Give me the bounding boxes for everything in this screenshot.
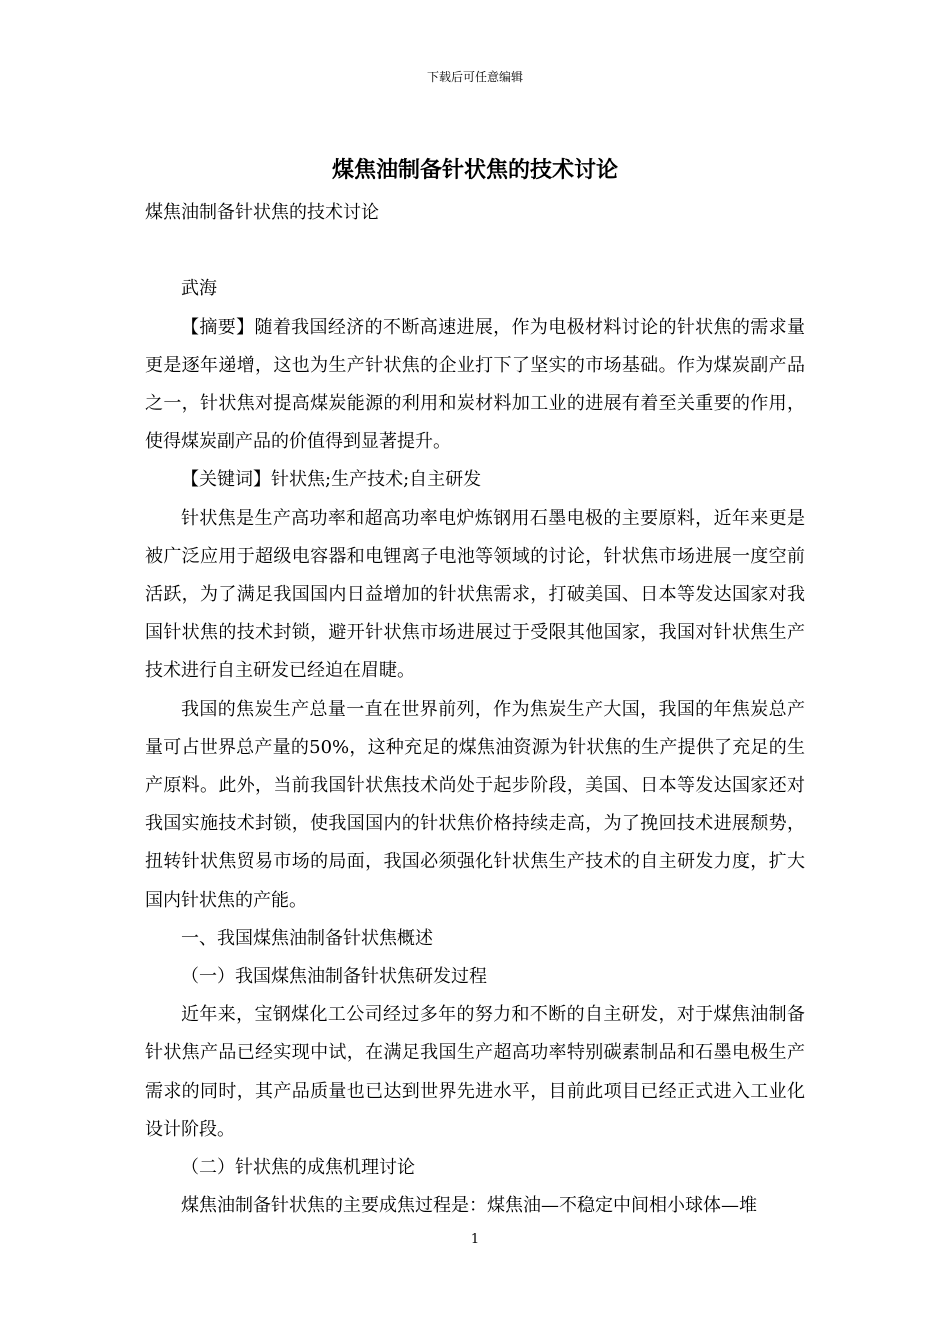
document-body: [145, 194, 805, 1225]
abstract-paragraph: 【摘要】随着我国经济的不断高速进展，作为电极材料讨论的针状焦的需求量更是逐年递增，这也为生产针状焦的企业打下了坚实的市场基础。作为煤炭副产品之一，针状焦对提高煤炭能源的利用和炭材料加工业的进展有着至关重要的作用，使得煤炭副产品的价值得到显著提升。: [145, 316, 805, 453]
document-title: 煤焦油制备针状焦的技术讨论: [331, 157, 618, 183]
subsection-heading-2: （二）针状焦的成焦机理讨论: [181, 1157, 415, 1179]
body-paragraph-4: 煤焦油制备针状焦的主要成焦过程是：煤焦油—不稳定中间相小球体—堆: [181, 1195, 757, 1217]
section-heading-1: 一、我国煤焦油制备针状焦概述: [181, 927, 433, 949]
document-subtitle: 煤焦油制备针状焦的技术讨论: [145, 202, 379, 223]
body-paragraph-1: 针状焦是生产高功率和超高功率电炉炼钢用石墨电极的主要原料，近年来更是被广泛应用于超级电容器和电锂离子电池等领域的讨论，针状焦市场进展一度空前活跃，为了满足我国国内日益增加的针状焦需求，打破美国、日本等发达国家对我国针状焦的技术封锁，避开针状焦市场进展过于受限其他国家，我国对针状焦生产技术进行自主研发已经迫在眉睫。: [145, 507, 805, 682]
subsection-heading-1: （一）我国煤焦油制备针状焦研发过程: [181, 966, 487, 988]
header-note: 下载后可任意编辑: [426, 70, 523, 84]
blank-line: [145, 232, 805, 270]
page-number: 1: [470, 1232, 480, 1247]
body-paragraph-2: 我国的焦炭生产总量一直在世界前列，作为焦炭生产大国，我国的年焦炭总产量可占世界总产量的50%，这种充足的煤焦油资源为针状焦的生产提供了充足的生产原料。此外，当前我国针状焦技术尚处于起步阶段，美国、日本等发达国家还对我国实施技术封锁，使我国国内的针状焦价格持续走高，为了挽回技术进展颓势，扭转针状焦贸易市场的局面，我国必须强化针状焦生产技术的自主研发力度，扩大国内针状焦的产能。: [145, 698, 805, 911]
body-paragraph-3: 近年来，宝钢煤化工公司经过多年的努力和不断的自主研发，对于煤焦油制备针状焦产品已经实现中试，在满足我国生产超高功率特别碳素制品和石墨电极生产需求的同时，其产品质量也已达到世界先进水平，目前此项目已经正式进入工业化设计阶段。: [145, 1004, 805, 1140]
keywords-line: 【关键词】针状焦;生产技术;自主研发: [181, 469, 482, 491]
author-name: 武海: [181, 278, 217, 300]
